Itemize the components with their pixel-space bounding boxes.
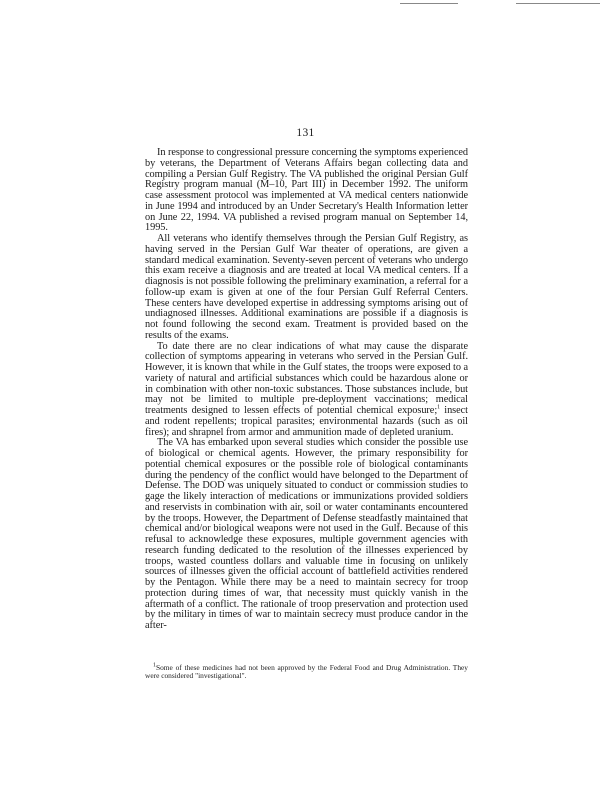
paragraph-examination: All veterans who identify themselves through the Persian Gulf Registry, as having served in the Persian Gulf War theater of operations, are given a standard medical examination. Seventy-seven percent of veterans who undergo this exam receive a diagnosis and are treated at local VA medical centers. If a diagnosis is not possible following the preliminary examination, a referral for a follow-up exam is given at one of the four Persian Gulf Referral Centers. These centers have developed expertise in addressing symptoms arising out of undiagnosed illnesses. Additional examinations are possible if a diagnosis is not found following the second exam. Treatment is provided based on the results of the exams. xyxy=(145,233,468,341)
header-rule-left xyxy=(400,3,458,4)
footnote-marker: 1 xyxy=(153,662,156,669)
paragraph-studies: The VA has embarked upon several studies which consider the possible use of biological or chemical agents. However, the primary responsibility for potential chemical exposures or the possible role of biological contaminants during the pendency of the conflict would have belonged to the Department of Defense. The DOD was uniquely situated to conduct or commission studies to gage the likely interaction of medications or immunizations provided soldiers and reservists in combination with air, soil or water contaminants encountered by the troops. However, the Department of Defense steadfastly maintained that chemical and/or biological weapons were not used in the Gulf. Because of this refusal to acknowledge these exposures, multiple government agencies with research funding dedicated to the resolution of the illnesses experienced by troops, wasted countless dollars and valuable time in focusing on unlikely sources of illnesses given the official account of battlefield activities rendered by the Pentagon. While there may be a need to maintain secrecy for troop protection during times of war, that necessity must quickly vanish in the aftermath of a conflict. The rationale of troop preservation and protection used by the military in times of war to maintain secrecy must produce candor in the after- xyxy=(145,437,468,631)
page-number: 131 xyxy=(296,127,315,139)
footnote-text: Some of these medicines had not been approved by the Federal Food and Drug Administration. They were considered "investigational". xyxy=(145,663,468,681)
body-text xyxy=(145,148,468,632)
paragraph-exposures xyxy=(145,342,468,439)
paragraph-registry: In response to congressional pressure concerning the symptoms experienced by veterans, the Department of Veterans Affairs began collecting data and compiling a Persian Gulf Registry. The VA published the original Persian Gulf Registry program manual (M–10, Part III) in December 1992. The uniform case assessment protocol was implemented at VA medical centers nationwide in June 1994 and introduced by an Under Secretary's Health Information letter on June 22, 1994. VA published a revised program manual on September 14, 1995. xyxy=(145,147,468,234)
paragraph-exposures-text: To date there are no clear indications of what may cause the disparate collection of symptoms appearing in veterans who served in the Persian Gulf. However, it is known that while in the Gulf states, the troops were exposed to a variety of natural and artificial substances which could be hazardous alone or in combination with other non-toxic substances. Those substances include, but may not be limited to multiple pre-deployment vaccinations; medical treatments designed to lessen effects of potential chemical exposure; xyxy=(145,340,469,416)
paragraph-exposures-continued: insect and rodent repellents; tropical parasites; environmental hazards (such as oil fires); and shrapnel from armor and ammunition made of depleted uranium. xyxy=(145,405,468,438)
header-rule-right xyxy=(516,3,600,4)
footnote-reference: 1 xyxy=(437,404,441,411)
footnote-paragraph xyxy=(145,664,468,680)
footnote xyxy=(145,664,468,680)
